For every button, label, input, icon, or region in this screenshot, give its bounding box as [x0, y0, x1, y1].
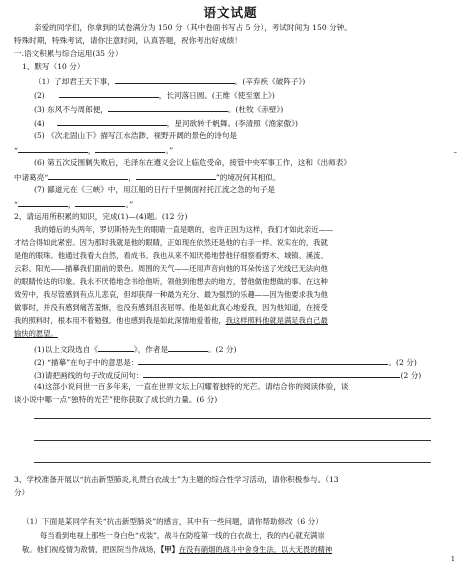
- page-title: 语文试题: [203, 5, 258, 20]
- q1-item-6-line-2: 中诸葛亮“ ， ”的境况何其相似。: [14, 173, 281, 182]
- q2-sub-4-line-2: 谈小说中哪一点“独特的光芒”使你获取了成长的力量。(6 分): [14, 395, 218, 404]
- answer-blank[interactable]: [75, 198, 125, 207]
- answer-blank[interactable]: [115, 75, 235, 84]
- answer-blank[interactable]: [108, 103, 228, 112]
- underlined-sentence-end: 愉快的愿望。: [14, 329, 58, 338]
- answer-line[interactable]: [34, 418, 431, 419]
- answer-line[interactable]: [34, 462, 431, 463]
- passage-line: 才结合得如此紧密。因为那时我就是他的眼睛，正如现在依然还是他的右手一样。说实在的，我就: [14, 238, 328, 247]
- q1-item-1: [34, 75, 305, 87]
- q2-heading: 2、请运用所积累的知识，完成(1)—(4)题。(12 分): [14, 212, 188, 221]
- q1-item-2-text: ，长河落日圆。(王维《使至塞上》): [158, 91, 275, 100]
- answer-blank[interactable]: [18, 198, 68, 207]
- answer-blank[interactable]: [98, 343, 134, 352]
- q3-heading-line-1: 3、学校准备开展以“抗击新型肺炎,礼赞白衣战士”为主题的综合性学习活动，请你积极参与。（13: [14, 475, 339, 484]
- q2-sub-1: (1)以上文段选自《 》，作者是 。(2 分): [34, 345, 237, 354]
- q1-item-2-num: (2): [34, 91, 45, 100]
- page-number: 1: [450, 555, 455, 563]
- passage-line: 云彩、阳光——描摹我们面前的景色。周围的天气——还用声音向他的耳朵传送了光线已无法向他: [14, 264, 328, 273]
- passage-line: 我的婚后的头两年，罗切斯特先生的眼睛一直是瞎的，也许正因为这样，我们才如此亲近——: [34, 225, 334, 234]
- marker-jia: 【甲】: [160, 545, 179, 554]
- passage-line: 的眼睛传达的印象。我永不厌倦地念书给他听，领他到他想去的地方，替他做他想做的事。在这种: [14, 277, 328, 286]
- q1-item-1-source: 。(辛弃疾《破阵子》): [234, 77, 306, 86]
- passage-line: 做事时，并没有感到痛苦羞惭，也没有感到沮丧屈辱。他是如此真心地爱我，因为他知道，在接受: [14, 303, 328, 312]
- q1-heading: 1、默写（10 分）: [22, 62, 85, 71]
- margin-mark: –: [453, 148, 457, 156]
- passage-line: 效劳中，我尽管感到有点儿悲哀，但却获得一种最为充分、最为强烈的乐趣——因为他要求我为他: [14, 290, 328, 299]
- q1-item-4-text: ，星河欲转千帆舞。(李清照《渔家傲》): [166, 119, 298, 128]
- q3-sub-1-heading: （1）下面是某同学有关“抗击新型肺炎”的感言，其中有一些问题，请你帮助修改（6 分）: [22, 517, 323, 526]
- q1-item-6-line-1: (6) 第五次反围剿失败后，毛泽东在遵义会议上临危受命，接管中央军事工作，这和《出师表》: [34, 158, 351, 167]
- q1-item-2: [34, 89, 275, 101]
- section-heading: 一.语文积累与综合运用(35 分）: [14, 49, 123, 58]
- q2-sub-3: (3)请把画线的句子改成反问句： (2 分): [34, 371, 422, 380]
- answer-blank[interactable]: [168, 343, 208, 352]
- answer-blank[interactable]: [48, 171, 128, 180]
- q3-heading-line-2: 分）: [14, 488, 30, 497]
- q1-item-3: [34, 103, 283, 115]
- answer-blank[interactable]: [138, 356, 388, 365]
- q2-sub-2: (2) “描摹”在句子中的意思是： 。(2 分): [34, 358, 417, 367]
- answer-blank[interactable]: [59, 89, 159, 98]
- answer-line[interactable]: [34, 440, 431, 441]
- answer-blank[interactable]: [136, 171, 216, 180]
- q1-item-3-prompt: (3) 东风不与周郎便，: [34, 105, 108, 114]
- q1-item-3-source: 。(杜牧《赤壁》): [227, 105, 284, 114]
- answer-blank[interactable]: [143, 369, 400, 378]
- q3-passage-line: 敬。他们视疫情为敌情，把医院当作战场，【甲】在没有硝烟的战斗中舍身生法，以大无畏的精神: [22, 545, 333, 554]
- q3-passage-line: 每当看到电视上那些一身白色“戎装”，战斗在防疫第一线的白衣战士，我的内心就充满崇: [40, 531, 325, 540]
- passage-line: 我的照料时，根本用不着勉强。他也感到我是如此深情地爱着他，我这样照料他就是满足我自己最: [14, 316, 328, 325]
- q2-sub-4-line-1: (4)这部小说问世一百多年来，一直在世界文坛上闪耀着独特的光芒。请结合你的阅读体验，谈: [34, 382, 349, 391]
- q1-item-7-line-2: “ ， 。”: [14, 200, 134, 209]
- q1-item-1-prompt: （1）了却君王天下事，: [34, 77, 115, 86]
- intro-line-1: 亲爱的同学们，你拿到的试卷满分为 150 分（其中卷面书写占 5 分），考试时间为 150 分钟。: [34, 23, 352, 32]
- answer-blank[interactable]: [18, 144, 88, 153]
- q1-item-7-line-1: (7) 鄙道元在《三峡》中，用江船的日行千里侧面衬托江流之急的句子是: [34, 185, 275, 194]
- passage-line: 是他的眼珠。他通过我看大自然，看成书。我也从来不知厌倦地替他仔细察看野木、城镇、溪流、: [14, 251, 328, 260]
- answer-blank[interactable]: [95, 144, 165, 153]
- q1-item-5-line-2: “ ， 。”: [14, 146, 174, 155]
- underlined-sentence: 在没有硝烟的战斗中舍身生法，以大无畏的精神: [178, 545, 333, 554]
- underlined-sentence: 我这样照料他就是满足我自己最: [225, 316, 328, 325]
- answer-blank[interactable]: [57, 117, 167, 126]
- intro-line-2: 特殊时期，特殊考试，请你注意时间，认真答题，祝你考出好成绩！: [14, 36, 242, 45]
- q1-item-5-line-1: (5) 《次北固山下》描写江水浩渺、视野开阔的景色的诗句是: [34, 131, 238, 140]
- q1-item-4-num: (4): [34, 119, 45, 128]
- q1-item-4: [34, 117, 298, 129]
